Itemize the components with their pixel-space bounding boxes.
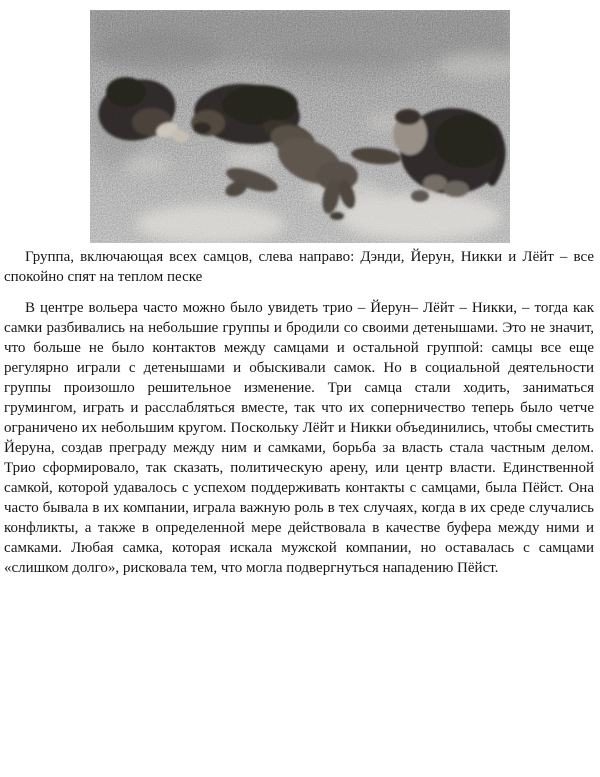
photo-caption: Группа, включающая всех самцов, слева направо: Дэнди, Йерун, Никки и Лёйт – все спокойно спят на теплом песке bbox=[4, 249, 594, 285]
photo-chimpanzees bbox=[90, 10, 510, 243]
photo-image bbox=[90, 10, 510, 243]
body-paragraph: В центре вольера часто можно было увидеть трио – Йерун– Лёйт – Никки, – тогда как самки разбивались на небольшие группы и бродили со своими детенышами. Это не значит, что больше не было контактов между самцами и остальной группой: самцы все еще регулярно играли с детенышами и обыскивали самок. Но в социальной деятельности группы произошло решительное изменение. Три самца стали ходить, заниматься грумингом, играть и расслабляться вместе, так что их соперничество теперь было четче ограничено их небольшим кругом. Поскольку Лёйт и Никки объединились, чтобы сместить Йеруна, создав преграду между ним и самками, борьба за власть стала частным делом. Трио сформировало, так сказать, политическую арену, или центр власти. Единственной самкой, которой удавалось с успехом поддерживать контакты с самцами, была Пёйст. Она часто бывала в их компании, играла важную роль в тех случаях, когда в их среде случались конфликты, а также в определенной мере действовала в качестве буфера между ними и самками. Любая самка, которая искала мужской компании, но оставалась с самцами «слишком долго», рисковала тем, что могла подвергнуться нападению Пёйст. bbox=[4, 300, 594, 576]
